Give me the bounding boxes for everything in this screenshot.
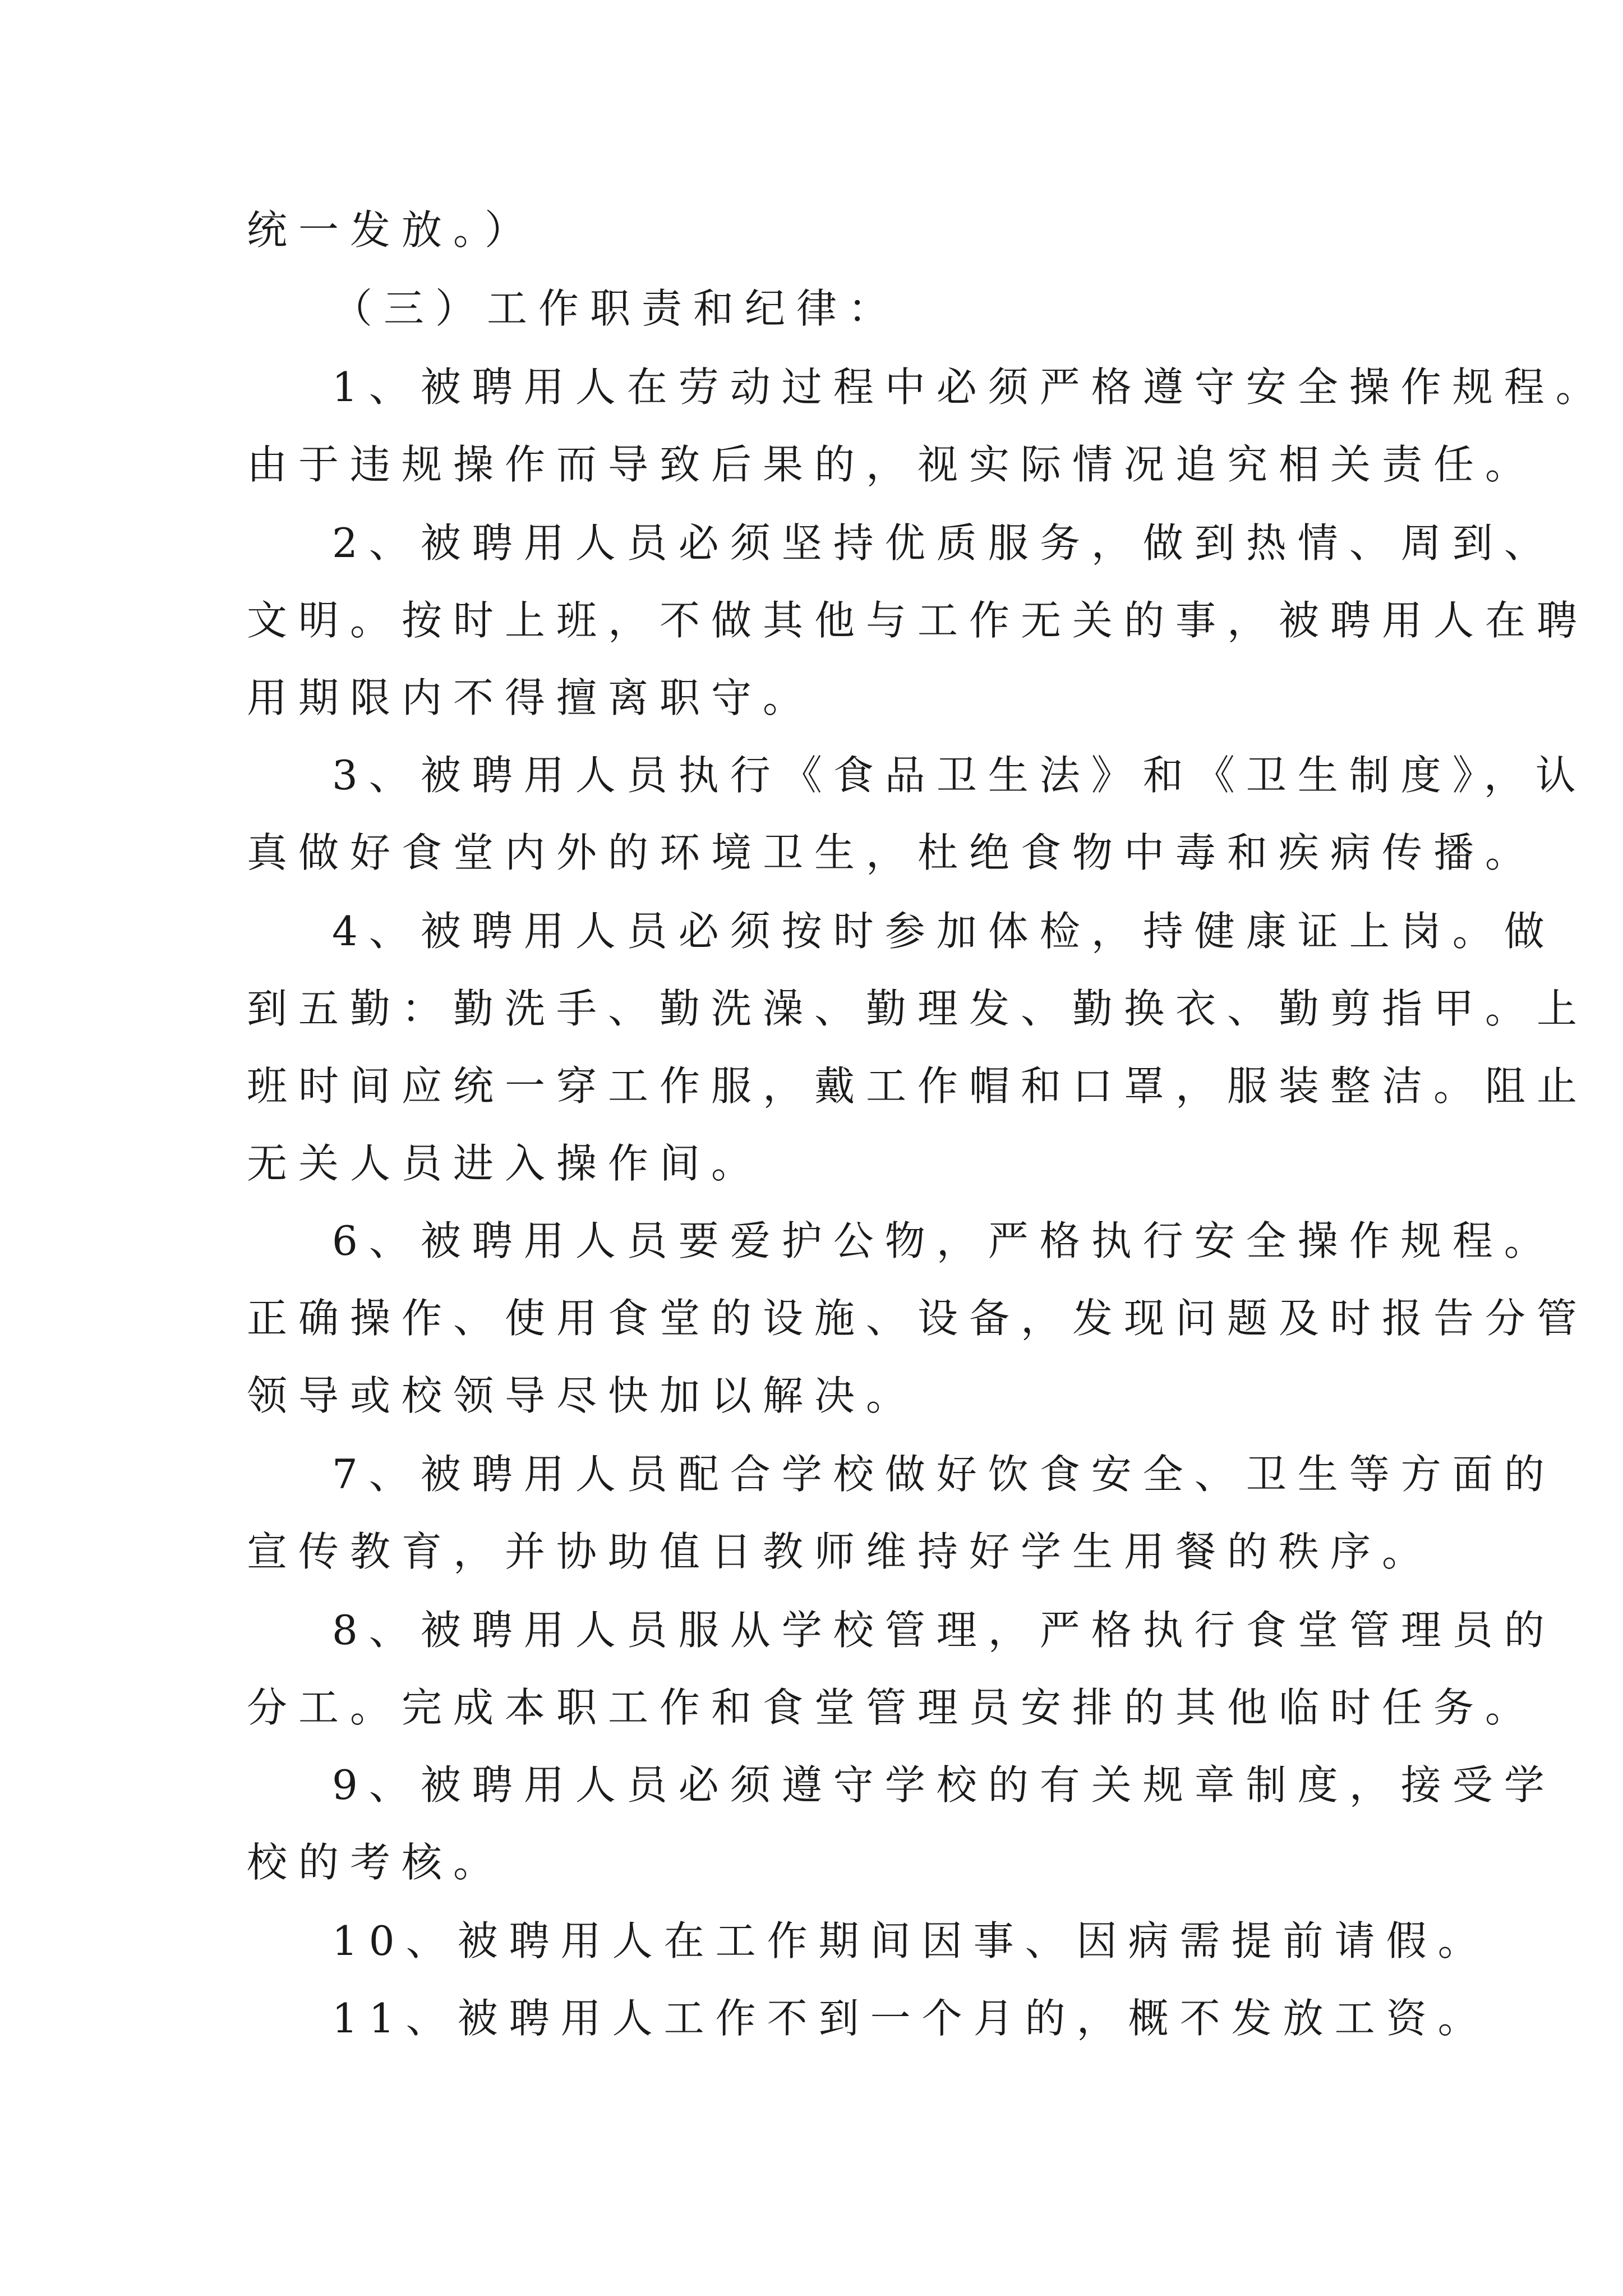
text-line: 校的考核。 — [247, 1839, 505, 1886]
text-line: 宣传教育，并协助值日教师维持好学生用餐的秩序。 — [247, 1528, 1434, 1575]
text-line: 用期限内不得擅离职守。 — [247, 674, 815, 721]
text-line: 统一发放。） — [247, 206, 537, 254]
text-line: 班时间应统一穿工作服，戴工作帽和口罩，服装整洁。阻止 — [247, 1062, 1589, 1110]
text-line: 10、被聘用人在工作期间因事、因病需提前请假。 — [332, 1917, 1490, 1964]
text-line: 由于违规操作而导致后果的，视实际情况追究相关责任。 — [247, 441, 1537, 488]
text-line: 9、被聘用人员必须遵守学校的有关规章制度，接受学 — [332, 1761, 1556, 1809]
text-line: 到五勤：勤洗手、勤洗澡、勤理发、勤换衣、勤剪指甲。上 — [247, 985, 1589, 1032]
text-line: 正确操作、使用食堂的设施、设备，发现问题及时报告分管 — [247, 1295, 1589, 1342]
text-line: 分工。完成本职工作和食堂管理员安排的其他临时任务。 — [247, 1684, 1537, 1731]
text-line: 6、被聘用人员要爱护公物，严格执行安全操作规程。 — [332, 1217, 1556, 1264]
text-line: 1、被聘用人在劳动过程中必须严格遵守安全操作规程。 — [332, 364, 1607, 411]
text-line: 无关人员进入操作间。 — [247, 1140, 763, 1187]
text-line: 真做好食堂内外的环境卫生，杜绝食物中毒和疾病传播。 — [247, 829, 1537, 876]
text-line: 领导或校领导尽快加以解决。 — [247, 1372, 918, 1419]
text-line: 文明。按时上班，不做其他与工作无关的事，被聘用人在聘 — [247, 597, 1589, 644]
section-heading: （三）工作职责和纪律： — [332, 285, 900, 332]
text-line: 7、被聘用人员配合学校做好饮食安全、卫生等方面的 — [332, 1451, 1556, 1498]
text-line: 2、被聘用人员必须坚持优质服务，做到热情、周到、 — [332, 519, 1556, 567]
text-line: 4、被聘用人员必须按时参加体检，持健康证上岗。做 — [332, 908, 1556, 955]
text-line: 8、被聘用人员服从学校管理，严格执行食堂管理员的 — [332, 1607, 1556, 1654]
text-line: 3、被聘用人员执行《食品卫生法》和《卫生制度》，认 — [332, 752, 1587, 799]
text-line: 11、被聘用人工作不到一个月的，概不发放工资。 — [332, 1995, 1490, 2042]
